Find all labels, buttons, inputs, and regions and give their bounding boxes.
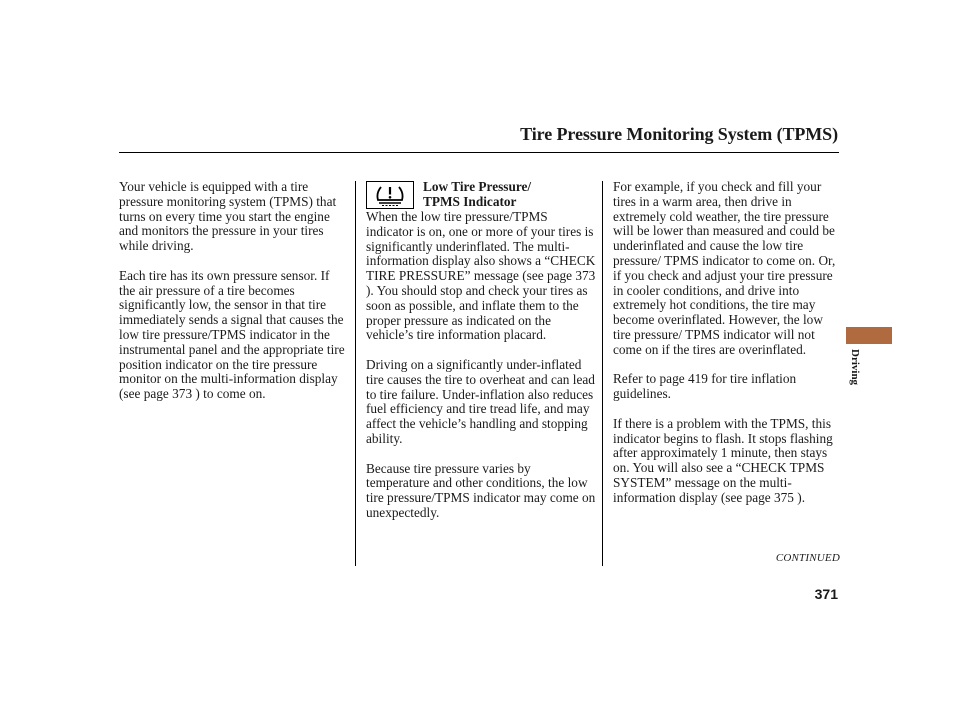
right-paragraph-1: For example, if you check and fill your tires in a warm area, then drive in extremely cold weather, the tire pressure will be lower than measured and could be underinflated and cause the low tire pressure/ TPMS indicator to come on. Or, if you check and adjust your tire pressure in cooler conditions, and drive into extremely hot conditions, the tire may become overinflated. However, the low tire pressure/ TPMS indicator will not come on if the tires are overinflated. — [613, 179, 836, 357]
continued-label: CONTINUED — [775, 552, 840, 564]
low-tire-pressure-icon — [366, 181, 414, 209]
right-column — [613, 180, 843, 520]
title-rule — [119, 152, 839, 153]
middle-paragraph-1: When the low tire pressure/TPMS indicator is on, one or more of your tires is significantly underinflated. The multi-information display also shows a “CHECK TIRE PRESSURE” message (see page 373 ). You should stop and check your tires as soon as possible, and inflate them to the proper pressure as indicated on the vehicle’s tire information placard. — [366, 209, 596, 343]
middle-column — [366, 180, 596, 536]
indicator-header — [366, 180, 596, 210]
column-divider-2 — [602, 181, 603, 566]
indicator-heading-line-1: Low Tire Pressure/ — [423, 179, 532, 194]
column-divider-1 — [355, 181, 356, 566]
right-paragraph-3: If there is a problem with the TPMS, this indicator begins to flash. It stops flashing after approximately 1 minute, then stays on. You will also see a “CHECK TPMS SYSTEM” message on the multi-information display (see page 375 ). — [613, 415, 833, 505]
right-paragraph-2: Refer to page 419 for tire inflation guidelines. — [613, 371, 797, 402]
section-tab — [846, 327, 892, 344]
section-tab-label: Driving — [849, 349, 861, 386]
indicator-heading-line-2: TPMS Indicator — [423, 193, 517, 209]
indicator-heading — [423, 180, 531, 210]
middle-paragraph-2: Driving on a significantly under-inflated tire causes the tire to overheat and can lead to tire failure. Under-inflation also reduces fuel efficiency and tire tread life, and may affect the vehicle’s handling and stopping ability. — [366, 356, 595, 446]
left-column — [119, 180, 349, 417]
left-paragraph-2: Each tire has its own pressure sensor. If the air pressure of a tire becomes significantly low, the sensor in that tire immediately sends a signal that causes the low tire pressure/TPMS indicator in the instrumental panel and the appropriate tire position indicator on the tire pressure monitor on the multi-information display (see page 373 ) to come on. — [119, 267, 345, 402]
left-paragraph-1: Your vehicle is equipped with a tire pressure monitoring system (TPMS) that turns on every time you start the engine and monitors the pressure in your tires while driving. — [119, 179, 337, 254]
page-title: Tire Pressure Monitoring System (TPMS) — [520, 124, 838, 144]
middle-paragraph-3: Because tire pressure varies by temperature and other conditions, the low tire pressure/TPMS indicator may come on unexpectedly. — [366, 460, 596, 520]
page-number: 371 — [814, 586, 838, 602]
